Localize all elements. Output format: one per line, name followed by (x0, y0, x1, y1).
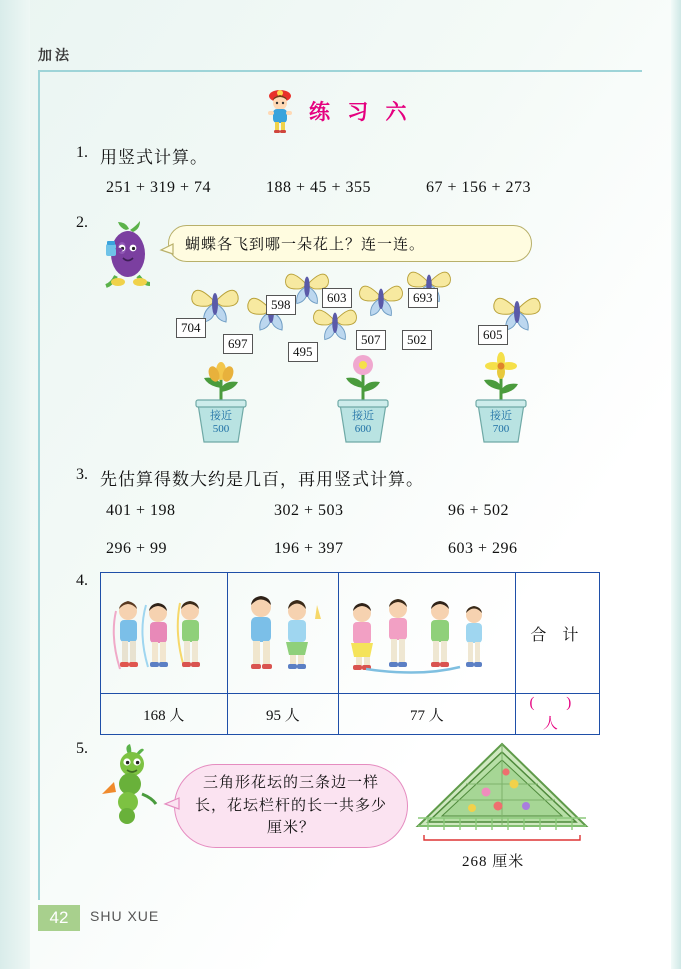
butterfly-tag-507: 507 (356, 330, 386, 350)
exercise-title: 练 习 六 (309, 100, 413, 124)
flower-pot-3-label (473, 410, 529, 435)
flowerbed-length-caption: 268 厘米 (462, 854, 525, 870)
exercise-heading (263, 88, 413, 134)
q1-number: 1. (76, 144, 88, 161)
left-vertical-rule (38, 70, 40, 900)
pot-3-line2: 700 (492, 422, 510, 435)
q1-expression-3: 67 + 156 + 273 (426, 179, 532, 196)
q1-expression-1: 251 + 319 + 74 (106, 179, 212, 196)
total-header-label: 合 计 (530, 626, 585, 644)
butterfly-tag-704: 704 (176, 318, 206, 338)
table-row-pictures (101, 573, 600, 694)
skipping-children-illustration (102, 577, 217, 689)
pot-1-line2: 500 (212, 422, 230, 435)
page-content (38, 0, 663, 969)
q1-expression-2: 188 + 45 + 355 (266, 179, 372, 196)
q3-row2-expr2: 196 + 397 (274, 540, 344, 557)
butterfly-icon-7 (490, 288, 534, 322)
q5-bubble-tail (164, 796, 180, 812)
pot-3-line1: 接近 (490, 410, 512, 422)
total-answer-blank: ( ) 人 (529, 695, 586, 732)
table-cell-count-3: 77 人 (339, 694, 516, 735)
q1-prompt: 用竖式计算。 (100, 148, 208, 167)
q4-table (100, 572, 600, 735)
chapter-title: 加法 (38, 49, 72, 64)
flower-pot-2-label (335, 410, 391, 435)
four-children-illustration (340, 577, 505, 689)
table-cell-group-3 (339, 573, 516, 694)
butterfly-tag-495: 495 (288, 342, 318, 362)
table-row-counts (101, 694, 600, 735)
butterfly-tag-605: 605 (478, 325, 508, 345)
table-cell-total-answer[interactable] (515, 694, 599, 735)
butterfly-tag-598: 598 (266, 295, 296, 315)
q5-number: 5. (76, 740, 88, 757)
page-number-badge: 42 (38, 905, 80, 931)
triangular-flowerbed-illustration (410, 740, 595, 850)
q3-row1-expr2: 302 + 503 (274, 502, 344, 519)
table-cell-total-header (515, 573, 599, 694)
butterfly-tag-603: 603 (322, 288, 352, 308)
page-right-border (671, 0, 681, 969)
pot-1-line1: 接近 (210, 410, 232, 422)
butterfly-icon-1 (188, 280, 232, 314)
q3-prompt: 先估算得数大约是几百，再用竖式计算。 (100, 470, 424, 489)
butterfly-icon-3 (282, 264, 326, 298)
table-cell-group-2 (227, 573, 339, 694)
pot-2-line2: 600 (354, 422, 372, 435)
q3-row2-expr3: 603 + 296 (448, 540, 518, 557)
two-children-illustration (229, 577, 329, 689)
flower-pot-1-label (193, 410, 249, 435)
q4-number: 4. (76, 572, 88, 589)
table-cell-group-1 (101, 573, 228, 694)
q3-row1-expr3: 96 + 502 (448, 502, 510, 519)
q5-speech-bubble: 三角形花坛的三条边一样长，花坛栏杆的长一共多少厘米？ (174, 764, 408, 848)
q2-number: 2. (76, 214, 88, 231)
q3-row1-expr1: 401 + 198 (106, 502, 176, 519)
butterfly-tag-697: 697 (223, 334, 253, 354)
q2-bubble-tail (160, 243, 174, 257)
eggplant-character-icon (100, 218, 158, 288)
butterfly-tag-502: 502 (402, 330, 432, 350)
q2-speech-bubble: 蝴蝶各飞到哪一朵花上？连一连。 (168, 225, 532, 262)
table-cell-count-2: 95 人 (227, 694, 339, 735)
footer-pinyin: SHU XUE (90, 908, 160, 924)
butterfly-tag-693: 693 (408, 288, 438, 308)
pot-2-line1: 接近 (352, 410, 374, 422)
page-left-border (0, 0, 30, 969)
butterfly-icon-5 (356, 276, 400, 310)
table-cell-count-1: 168 人 (101, 694, 228, 735)
q3-number: 3. (76, 466, 88, 483)
q3-row2-expr1: 296 + 99 (106, 540, 168, 557)
caterpillar-character-icon (100, 742, 174, 824)
child-mascot-icon (263, 88, 297, 134)
header-divider (38, 70, 642, 72)
